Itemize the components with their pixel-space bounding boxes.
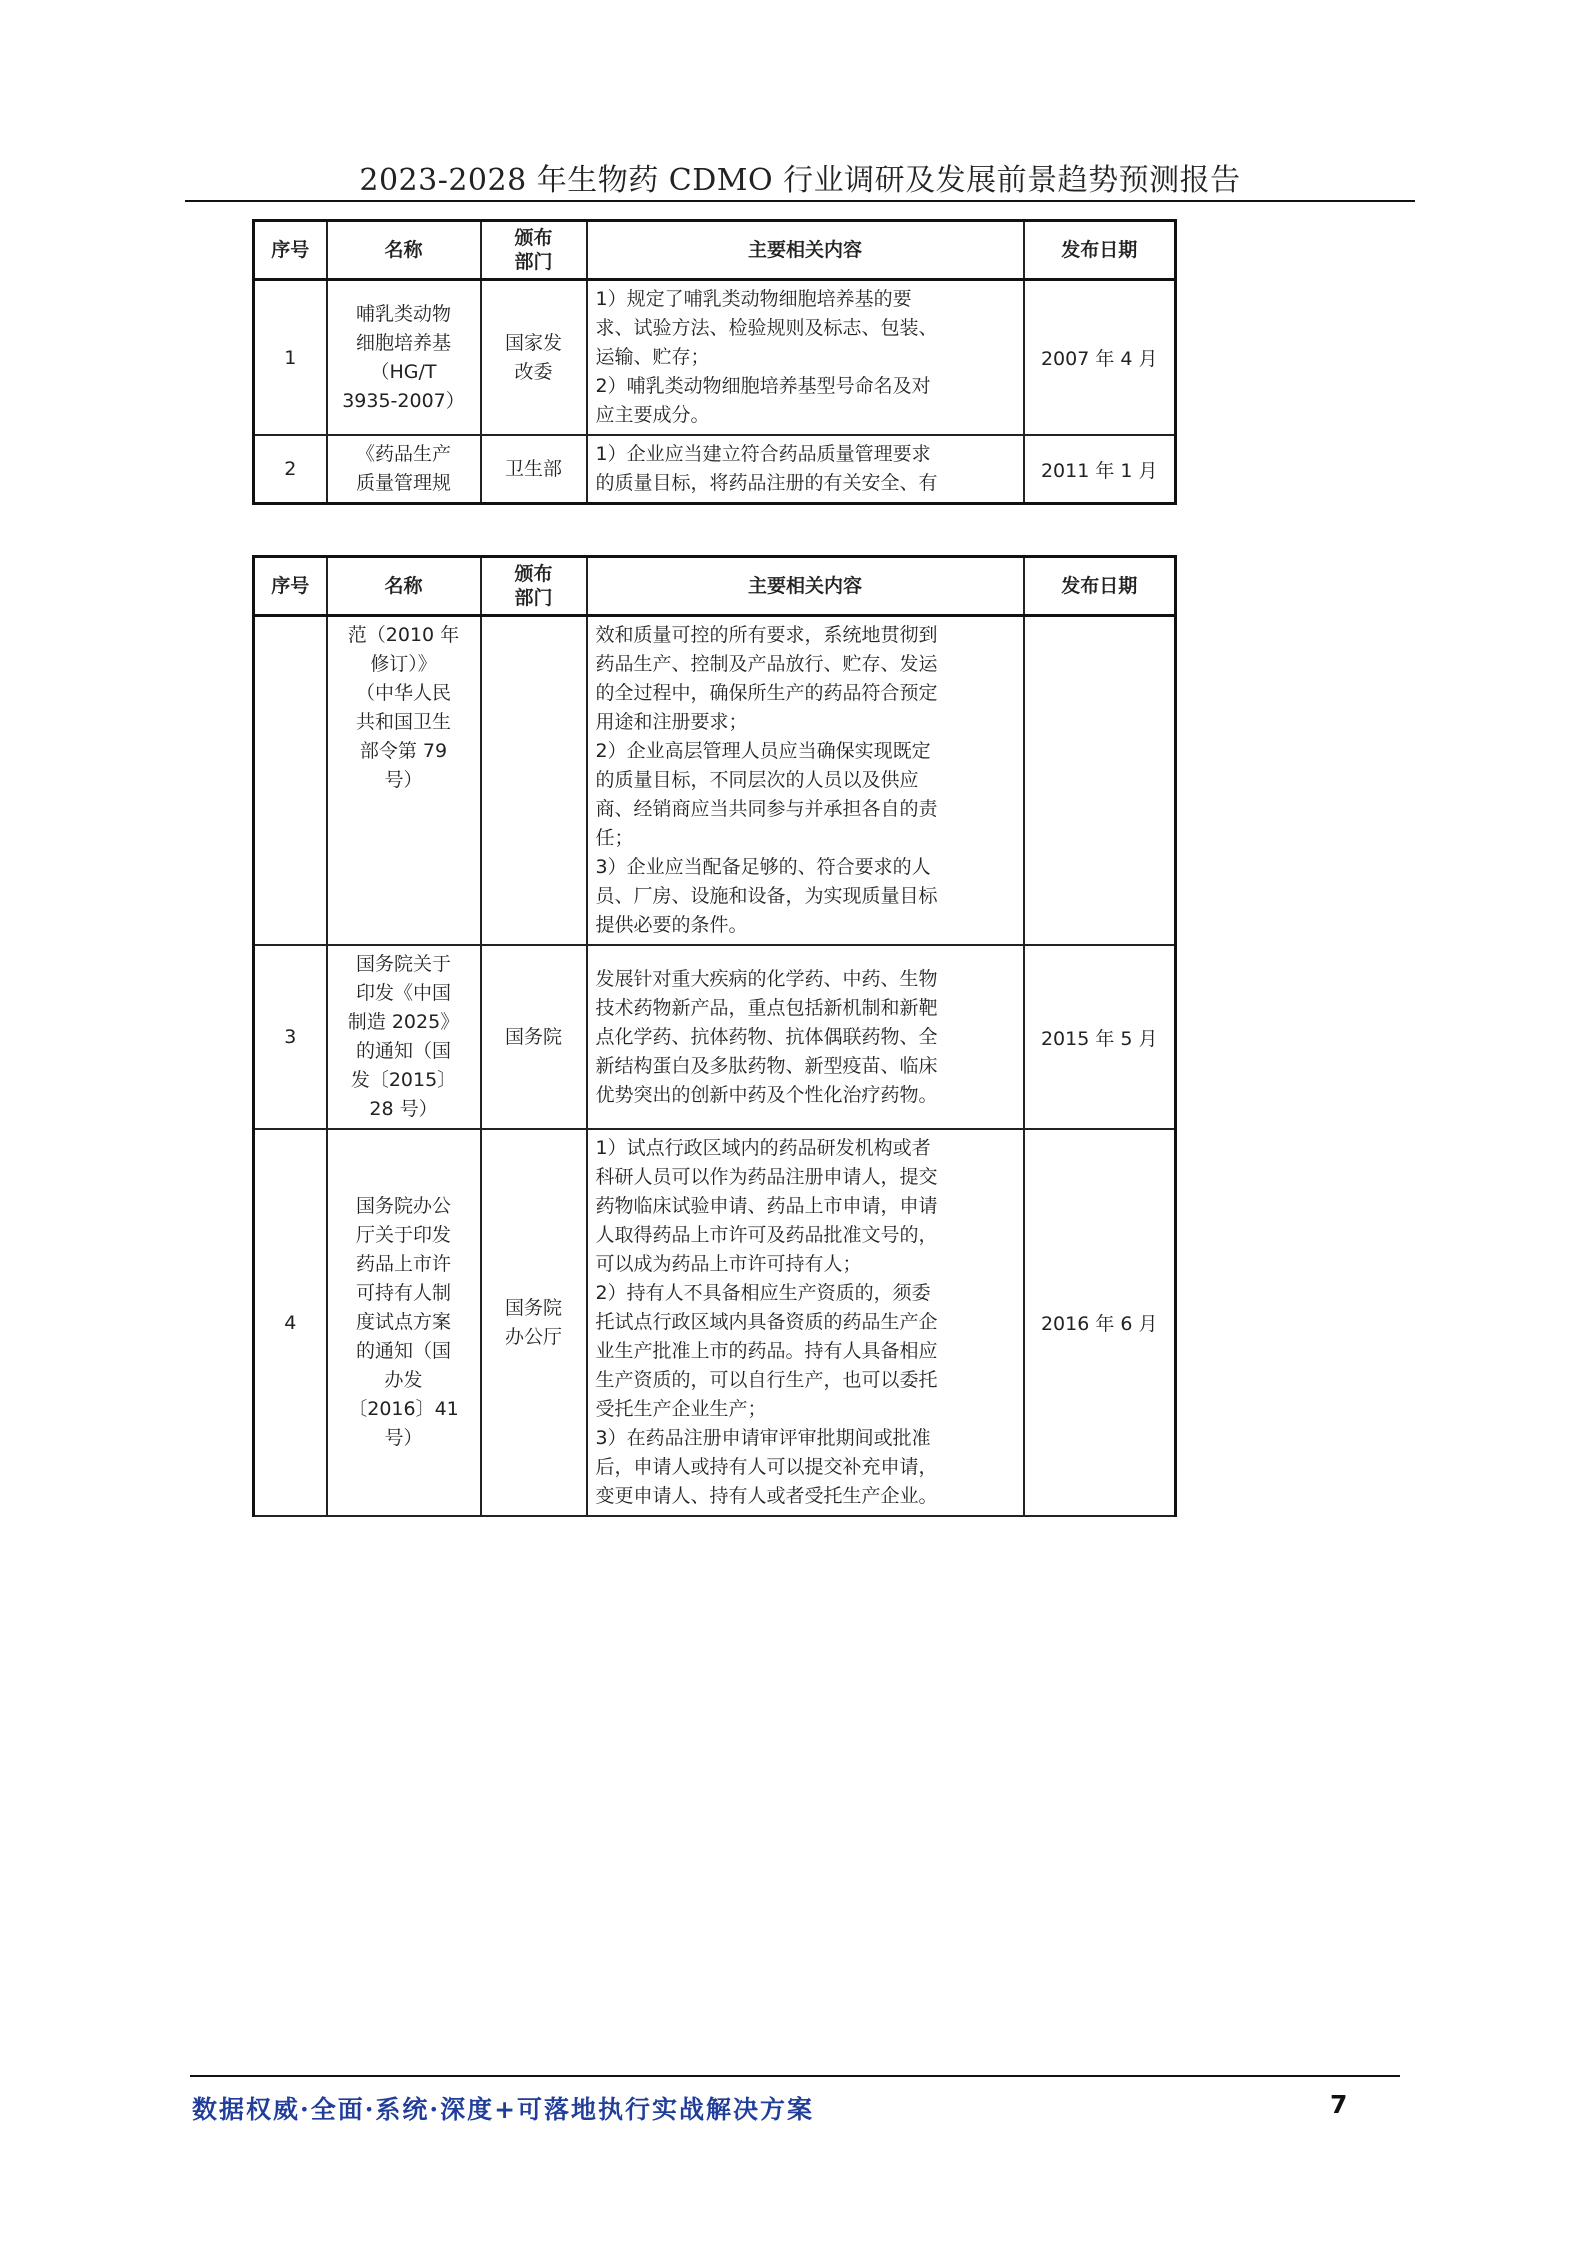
issuing-department: 卫生部 [481, 435, 587, 504]
col-header-no: 序号 [254, 557, 327, 616]
col-header-date: 发布日期 [1024, 557, 1176, 616]
main-content: 发展针对重大疾病的化学药、中药、生物 技术药物新产品，重点包括新机制和新靶 点化学药、抗体药物、抗体偶联药物、全 新结构蛋白及多肽药物、新型疫苗、临床 优势突出的创新中药及个性化治疗药物。 [587, 945, 1024, 1129]
footer-divider [190, 2075, 1400, 2077]
release-date: 2016 年 6 月 [1024, 1129, 1176, 1516]
main-content: 1）规定了哺乳类动物细胞培养基的要 求、试验方法、检验规则及标志、包装、 运输、贮存； 2）哺乳类动物细胞培养基型号命名及对 应主要成分。 [587, 280, 1024, 436]
main-content: 1）企业应当建立符合药品质量管理要求 的质量目标，将药品注册的有关安全、有 [587, 435, 1024, 504]
release-date: 2007 年 4 月 [1024, 280, 1176, 436]
regulation-name: 《药品生产 质量管理规 [327, 435, 481, 504]
footer-slogan: 数据权威·全面·系统·深度+可落地执行实战解决方案 [192, 2095, 815, 2124]
table-row [254, 435, 1176, 504]
row-number: 1 [254, 280, 327, 436]
issuing-department [481, 616, 587, 946]
header-divider [185, 200, 1415, 202]
col-header-no: 序号 [254, 221, 327, 280]
issuing-department: 国务院 办公厅 [481, 1129, 587, 1516]
issuing-department: 国家发 改委 [481, 280, 587, 436]
row-number: 4 [254, 1129, 327, 1516]
table-header-row [254, 221, 1176, 280]
regulation-table-1 [252, 219, 1177, 505]
table-row [254, 616, 1176, 946]
regulation-name: 国务院关于 印发《中国 制造 2025》 的通知（国 发〔2015〕 28 号） [327, 945, 481, 1129]
issuing-department: 国务院 [481, 945, 587, 1129]
col-header-content: 主要相关内容 [587, 221, 1024, 280]
table-row [254, 280, 1176, 436]
release-date: 2011 年 1 月 [1024, 435, 1176, 504]
col-header-content: 主要相关内容 [587, 557, 1024, 616]
release-date [1024, 616, 1176, 946]
regulation-name: 范（2010 年 修订）》 （中华人民 共和国卫生 部令第 79 号） [327, 616, 481, 946]
report-title: 2023-2028 年生物药 CDMO 行业调研及发展前景趋势预测报告 [359, 163, 1241, 198]
regulation-name: 哺乳类动物 细胞培养基 （HG/T 3935-2007） [327, 280, 481, 436]
release-date: 2015 年 5 月 [1024, 945, 1176, 1129]
col-header-date: 发布日期 [1024, 221, 1176, 280]
row-number: 2 [254, 435, 327, 504]
row-number: 3 [254, 945, 327, 1129]
col-header-dept: 颁布 部门 [481, 221, 587, 280]
main-content: 1）试点行政区域内的药品研发机构或者 科研人员可以作为药品注册申请人，提交 药物临床试验申请、药品上市申请，申请 人取得药品上市许可及药品批准文号的， 可以成为药品上市许可持有人； 2）持有人不具备相应生产资质的，须委 托试点行政区域内具备资质的药品生产企 业生产批准上市的药品。持有人具备相应 生产资质的，可以自行生产，也可以委托 受托生产企业生产； 3）在药品注册申请审评审批期间或批准 后，申请人或持有人可以提交补充申请， 变更申请人、持有人或者受托生产企业。 [587, 1129, 1024, 1516]
table-row [254, 945, 1176, 1129]
row-number [254, 616, 327, 946]
regulation-name: 国务院办公 厅关于印发 药品上市许 可持有人制 度试点方案 的通知（国 办发 〔2016〕41 号） [327, 1129, 481, 1516]
table-header-row [254, 557, 1176, 616]
regulation-table-2 [252, 555, 1177, 1517]
col-header-dept: 颁布 部门 [481, 557, 587, 616]
col-header-name: 名称 [327, 557, 481, 616]
table-row [254, 1129, 1176, 1516]
col-header-name: 名称 [327, 221, 481, 280]
page-number: 7 [1330, 2090, 1348, 2119]
main-content: 效和质量可控的所有要求，系统地贯彻到 药品生产、控制及产品放行、贮存、发运 的全过程中，确保所生产的药品符合预定 用途和注册要求； 2）企业高层管理人员应当确保实现既定 的质量目标，不同层次的人员以及供应 商、经销商应当共同参与并承担各自的责 任； 3）企业应当配备足够的、符合要求的人 员、厂房、设施和设备，为实现质量目标 提供必要的条件。 [587, 616, 1024, 946]
